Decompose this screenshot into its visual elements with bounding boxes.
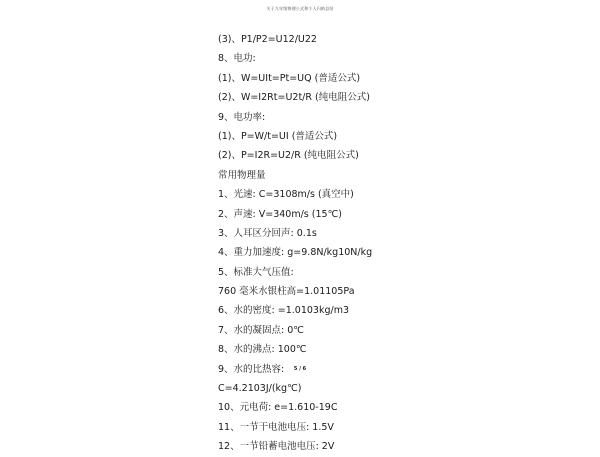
text-line: 4、重力加速度: g=9.8N/kg10N/kg xyxy=(218,247,373,259)
page-header: 关于九年级物理公式和个人归纳总结 xyxy=(266,6,334,11)
formula-list xyxy=(218,30,518,457)
text-line: (1)、W=UIt=Pt=UQ (普适公式) xyxy=(218,72,361,84)
text-line: 9、电功率: xyxy=(218,111,266,123)
text-line: 2、声速: V=340m/s (15℃) xyxy=(218,208,342,220)
text-line: 9、水的比热容: xyxy=(218,363,285,375)
text-line: 760 毫米水银柱高=1.01105Pa xyxy=(218,286,355,298)
text-line: 10、元电荷: e=1.610-19C xyxy=(218,402,338,414)
text-line: 7、水的凝固点: 0℃ xyxy=(218,324,304,336)
text-line: (1)、P=W/t=UI (普适公式) xyxy=(218,130,338,142)
text-line: 5、标准大气压值: xyxy=(218,266,294,278)
text-line: 1、光速: C=3108m/s (真空中) xyxy=(218,189,354,201)
text-line: 3、人耳区分回声: 0.1s xyxy=(218,227,317,239)
text-line: 常用物理量 xyxy=(218,169,266,181)
text-line: (2)、P=I2R=U2/R (纯电阻公式) xyxy=(218,150,359,162)
text-line: 8、电功: xyxy=(218,53,256,65)
page-number: 5 / 6 xyxy=(293,366,307,372)
text-line: (3)、P1/P2=U12/U22 xyxy=(218,34,317,45)
text-line: 8、水的沸点: 100℃ xyxy=(218,344,307,356)
text-line: 11、一节干电池电压: 1.5V xyxy=(218,421,334,433)
text-line: C=4.2103J/(kg℃) xyxy=(218,383,302,395)
text-line: 12、一节铅蓄电池电压: 2V xyxy=(218,441,335,453)
text-line: (2)、W=I2Rt=U2t/R (纯电阻公式) xyxy=(218,92,370,104)
text-line: 6、水的密度: =1.0103kg/m3 xyxy=(218,305,349,317)
